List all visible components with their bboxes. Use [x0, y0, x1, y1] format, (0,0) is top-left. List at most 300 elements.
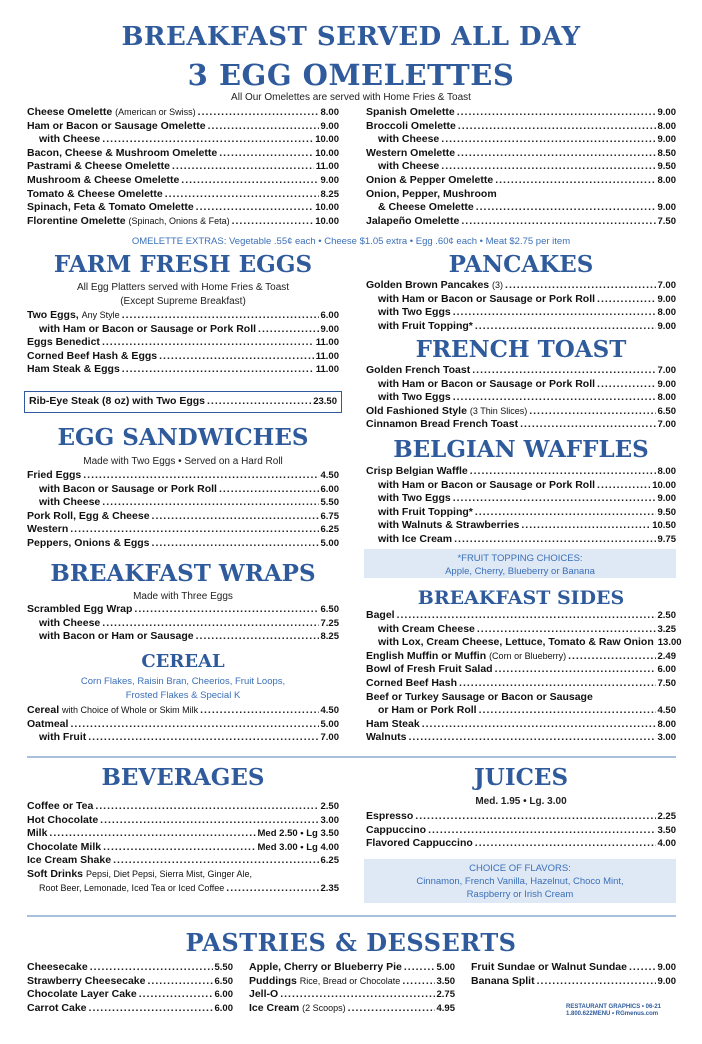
item-price: 4.50: [657, 705, 676, 717]
leader-dots: [520, 418, 655, 432]
item-name-text: Carrot Cake: [27, 1001, 87, 1014]
item-name: [27, 800, 93, 814]
sandwiches-title: EGG SANDWICHES: [57, 424, 309, 451]
menu-item: [366, 718, 676, 732]
menu-item: [366, 279, 676, 293]
item-price: Med 2.50 • Lg 3.50: [257, 828, 339, 840]
publisher-contact: 1.800.622MENU • RGmenus.com: [566, 1011, 659, 1017]
item-name: [27, 814, 98, 828]
item-price: 8.00: [657, 718, 676, 730]
item-name: [27, 630, 194, 644]
item-price: 4.50: [320, 705, 339, 716]
item-name: [366, 133, 439, 147]
publisher-logo: [566, 1004, 676, 1018]
leader-dots: [89, 1002, 213, 1016]
menu-item: [366, 479, 676, 493]
item-price: 10.50: [652, 520, 676, 532]
menu-item: [27, 188, 339, 202]
item-name: [27, 309, 120, 323]
item-name-text: with Cheese: [39, 616, 101, 629]
item-name: [27, 483, 217, 497]
item-note: Pepsi, Diet Pepsi, Sierra Mist, Ginger Ale,: [85, 868, 253, 879]
item-price: 5.00: [320, 718, 339, 730]
item-price: 13.00: [657, 637, 682, 649]
item-price: 8.00: [657, 174, 676, 186]
item-name-text: Corned Beef Hash: [366, 676, 458, 689]
menu-item: [366, 293, 676, 307]
leader-dots: [453, 492, 656, 506]
item-name-text: & Cheese Omelette: [378, 201, 474, 214]
cereal-title: CEREAL: [141, 651, 225, 672]
item-price: 8.00: [657, 307, 676, 319]
item-name: [27, 120, 206, 134]
item-name-text: Scrambled Egg Wrap: [27, 603, 133, 615]
item-price: 4.95: [436, 1002, 455, 1014]
menu-item: [27, 496, 339, 510]
leader-dots: [537, 975, 656, 989]
item-name-text: with Two Eggs: [378, 492, 451, 505]
menu-item: [366, 147, 676, 161]
leader-dots: [453, 306, 656, 320]
item-name: [366, 320, 473, 334]
menu-item: [27, 961, 233, 975]
item-name: [366, 824, 426, 838]
fruit-topping-box: [364, 549, 676, 578]
menu-item: [366, 306, 676, 320]
leader-dots: [441, 133, 655, 147]
leader-dots: [597, 479, 650, 493]
item-name: [249, 1002, 346, 1016]
item-price: Med 3.00 • Lg 4.00: [257, 841, 339, 853]
menu-item: [27, 827, 339, 841]
menu-item: [366, 391, 676, 405]
item-name-text: Ice Cream Shake: [27, 854, 112, 867]
item-name-text: Mushroom & Cheese Omelette: [27, 173, 180, 186]
item-price: 7.00: [657, 280, 676, 291]
item-name-text: with Cheese: [39, 133, 101, 146]
item-name-text: with Lox, Cream Cheese, Lettuce, Tomato & Raw Onion: [378, 636, 654, 649]
item-price: 5.50: [214, 962, 233, 973]
item-price: 9.75: [657, 533, 676, 545]
item-price: 7.00: [320, 732, 339, 744]
menu-title: BREAKFAST SERVED ALL DAY: [121, 22, 581, 52]
menu-item: [27, 483, 339, 497]
leader-dots: [102, 496, 318, 510]
item-price: 9.00: [657, 320, 676, 332]
omelettes-title: 3 EGG OMELETTES: [187, 58, 515, 92]
item-name-text: Oatmeal: [27, 717, 69, 730]
item-name-text: Pork Roll, Egg & Cheese: [27, 509, 150, 522]
menu-item: [366, 677, 676, 691]
leader-dots: [476, 201, 656, 215]
item-name: [366, 810, 413, 824]
item-price: 6.50: [320, 604, 339, 615]
item-name-text: Broccoli Omelette: [366, 119, 456, 132]
item-price: 2.50: [320, 801, 339, 812]
item-name-text: Ham Steak: [366, 717, 420, 730]
item-name: [27, 510, 150, 524]
menu-item: [29, 395, 337, 409]
item-name: [366, 391, 451, 405]
item-name-text: with Bacon or Ham or Sausage: [39, 630, 194, 643]
item-price: 6.50: [657, 405, 676, 417]
farm-eggs-list: [27, 309, 339, 377]
leader-dots: [226, 882, 318, 896]
menu-item: [27, 630, 339, 644]
leader-dots: [165, 188, 319, 202]
menu-item: [366, 120, 676, 134]
leader-dots: [70, 718, 318, 732]
item-price: 9.00: [657, 134, 676, 146]
item-price: 6.75: [320, 510, 339, 522]
featured-item-box: [24, 391, 342, 413]
item-name: [249, 961, 402, 975]
menu-item: [27, 336, 339, 350]
item-name: [366, 636, 654, 650]
item-name-text: Fruit Sundae or Walnut Sundae: [471, 961, 627, 973]
item-price: 7.00: [657, 365, 676, 376]
menu-item: [366, 650, 676, 664]
item-name: [366, 519, 519, 533]
item-price: 11.00: [315, 364, 339, 376]
item-name-text: Bacon, Cheese & Mushroom Omelette: [27, 146, 218, 159]
menu-item: [249, 975, 455, 989]
item-price: 9.00: [657, 378, 676, 390]
pancakes-title: PANCAKES: [448, 251, 594, 278]
item-name: [366, 465, 468, 479]
leader-dots: [103, 841, 255, 855]
menu-item: [27, 988, 233, 1002]
pastries-title: PASTRIES & DESSERTS: [185, 928, 517, 957]
item-name: Rib-Eye Steak (8 oz) with Two Eggs: [29, 395, 205, 407]
item-name-text: Cappuccino: [366, 823, 427, 836]
wraps-subtitle: Made with Three Eggs: [133, 591, 233, 602]
farm-eggs-subtitle: All Egg Platters served with Home Fries & Toast: [76, 282, 290, 293]
menu-item: [27, 215, 339, 229]
item-name-text: Ice Cream: [249, 1001, 300, 1014]
menu-item: [27, 510, 339, 524]
menu-item: [366, 160, 676, 174]
item-name: [249, 975, 400, 989]
item-price: 4.00: [657, 838, 676, 850]
item-price: 6.00: [320, 483, 339, 495]
item-name: [366, 188, 497, 202]
item-name-text: with Cheese: [378, 160, 440, 173]
item-name-text: or Ham or Pork Roll: [378, 704, 477, 717]
leader-dots: [495, 174, 655, 188]
leader-dots: [122, 309, 319, 323]
leader-dots: [102, 133, 313, 147]
item-name-text: Western: [27, 523, 69, 536]
omelettes-subtitle: All Our Omelettes are served with Home Fries & Toast: [231, 92, 471, 103]
item-name: [366, 704, 477, 718]
leader-dots: [408, 731, 655, 745]
item-name: [27, 617, 100, 631]
leader-dots: [172, 160, 314, 174]
menu-item: [27, 882, 339, 896]
item-name: [27, 469, 81, 483]
item-name-text: Cheese Omelette: [27, 106, 113, 118]
section-divider: [27, 915, 676, 917]
item-price: 9.00: [320, 120, 339, 132]
item-note: Any Style: [81, 310, 120, 320]
item-name: [27, 147, 217, 161]
item-name-text: Puddings: [249, 974, 297, 987]
menu-item: [27, 1002, 233, 1016]
item-name: [27, 841, 101, 855]
menu-item: [366, 320, 676, 334]
leader-dots: [200, 704, 318, 718]
item-name: [366, 279, 503, 293]
item-price: 5.50: [320, 497, 339, 509]
menu-item: [27, 323, 339, 337]
item-name-text: Corned Beef Hash & Eggs: [27, 349, 158, 362]
item-price: 9.00: [657, 202, 676, 214]
item-name: [366, 533, 452, 547]
item-name: [366, 378, 595, 392]
menu-item: [27, 469, 339, 483]
item-name: [27, 350, 157, 364]
french-toast-title: FRENCH TOAST: [415, 336, 627, 363]
item-name: [27, 133, 100, 147]
leader-dots: [196, 201, 314, 215]
menu-item: [366, 663, 676, 677]
leader-dots: [70, 523, 318, 537]
menu-item: [27, 537, 339, 551]
leader-dots: [470, 465, 656, 479]
menu-item: [249, 988, 455, 1002]
item-name-text: Spanish Omelette: [366, 106, 455, 118]
menu-item: [27, 868, 339, 882]
item-name: [366, 492, 451, 506]
item-name: [366, 837, 473, 851]
item-price: 8.25: [320, 188, 339, 200]
item-name-text: with Two Eggs: [378, 306, 451, 319]
menu-item: [366, 188, 676, 202]
fruit-topping-title: *FRUIT TOPPING CHOICES:: [457, 553, 583, 564]
item-name: [27, 201, 194, 215]
item-name: [27, 174, 179, 188]
section-divider: [27, 756, 676, 758]
menu-item: [366, 201, 676, 215]
item-name: [249, 988, 278, 1002]
item-note: Rice, Bread or Chocolate: [299, 975, 401, 986]
leader-dots: [457, 147, 655, 161]
leader-dots: [152, 537, 319, 551]
item-name-text: Strawberry Cheesecake: [27, 974, 146, 987]
menu-item: [27, 814, 339, 828]
menu-item: [366, 824, 676, 838]
menu-item: [471, 961, 676, 975]
item-name: [27, 363, 120, 377]
menu-item: [366, 636, 682, 650]
pastries-col-2: [249, 961, 455, 1015]
item-price: 6.00: [657, 664, 676, 676]
leader-dots: [102, 336, 314, 350]
item-price: 6.00: [214, 1002, 233, 1014]
item-name-text: Coffee or Tea: [27, 800, 94, 812]
leader-dots: [95, 800, 318, 814]
item-name-text: Hot Chocolate: [27, 813, 99, 826]
wraps-title: BREAKFAST WRAPS: [50, 560, 316, 587]
item-name: [27, 336, 100, 350]
item-name: [27, 188, 163, 202]
item-price: 8.00: [657, 120, 676, 132]
leader-dots: [402, 975, 434, 989]
beverages-list: [27, 800, 339, 895]
menu-item: [366, 378, 676, 392]
leader-dots: [459, 677, 655, 691]
leader-dots: [198, 106, 319, 120]
leader-dots: [477, 623, 656, 637]
menu-item: [366, 837, 676, 851]
item-name-text: Tomato & Cheese Omelette: [27, 187, 163, 200]
item-price: 9.00: [657, 975, 676, 987]
item-name: [27, 731, 86, 745]
menu-item: [366, 364, 676, 378]
item-price: 9.50: [657, 506, 676, 518]
menu-item: [27, 603, 339, 617]
menu-item: [366, 704, 676, 718]
leader-dots: [122, 363, 314, 377]
item-name-text: with Ham or Bacon or Sausage or Pork Roll: [39, 322, 257, 335]
item-price: 3.00: [320, 814, 339, 826]
item-price: 5.00: [320, 537, 339, 549]
item-name-text: Cinnamon Bread French Toast: [366, 418, 519, 431]
item-name-text: Two Eggs,: [27, 309, 79, 321]
item-price: 6.00: [214, 989, 233, 1001]
item-name: [471, 975, 535, 989]
menu-item: [27, 174, 339, 188]
item-name-text: Chocolate Layer Cake: [27, 988, 137, 1001]
item-price: 3.50: [657, 824, 676, 836]
leader-dots: [441, 160, 655, 174]
item-name: [366, 293, 595, 307]
item-price: 2.49: [657, 650, 676, 662]
leader-dots: [475, 320, 656, 334]
item-price: 10.00: [315, 147, 339, 159]
item-price: 10.00: [652, 479, 676, 491]
menu-item: [27, 854, 339, 868]
item-price: 2.75: [436, 989, 455, 1001]
cereal-line-2: Frosted Flakes & Special K: [125, 690, 241, 701]
leader-dots: [258, 323, 318, 337]
item-name-text: Ham Steak & Eggs: [27, 363, 120, 376]
item-name: [27, 160, 170, 174]
menu-item: [27, 309, 339, 323]
pancakes-list: [366, 279, 676, 333]
item-name-text: Eggs Benedict: [27, 336, 100, 349]
farm-eggs-title: FARM FRESH EGGS: [53, 251, 313, 278]
menu-item: [27, 120, 339, 134]
item-name-text: with Ham or Bacon or Sausage or Pork Roll: [378, 478, 596, 491]
flavors-title: CHOICE OF FLAVORS:: [469, 863, 571, 874]
item-price: 7.25: [320, 617, 339, 629]
beverages-title: BEVERAGES: [101, 764, 265, 791]
leader-dots: [457, 106, 656, 120]
leader-dots: [568, 650, 655, 664]
leader-dots: [49, 827, 255, 841]
menu-item: [366, 609, 676, 623]
item-name-text: Jalapeño Omelette: [366, 214, 460, 227]
item-name: [366, 405, 527, 419]
menu-item: [27, 160, 339, 174]
item-name: [471, 961, 627, 975]
item-name: [27, 1002, 87, 1016]
item-name: [366, 418, 518, 432]
item-name: [27, 868, 252, 882]
item-note: Root Beer, Lemonade, Iced Tea or Iced Coffee: [39, 882, 225, 893]
item-name-text: Jell-O: [249, 988, 279, 1001]
item-name: [366, 106, 455, 120]
item-price: 4.50: [320, 470, 339, 481]
juices-list: [366, 810, 676, 851]
item-name: [366, 677, 457, 691]
item-name: [366, 120, 456, 134]
item-name-text: with Fruit: [39, 731, 87, 744]
menu-item: [366, 133, 676, 147]
item-price: 2.35: [320, 882, 339, 894]
leader-dots: [232, 215, 314, 229]
flavors-line-2: Raspberry or Irish Cream: [466, 889, 574, 900]
item-price: 7.50: [657, 215, 676, 227]
item-name: [27, 827, 47, 841]
item-name-text: Flavored Cappuccino: [366, 837, 473, 850]
item-note: (Corn or Blueberry): [489, 650, 567, 661]
item-price: 9.00: [320, 323, 339, 335]
item-name: [27, 975, 146, 989]
item-name: [27, 106, 196, 120]
leader-dots: [196, 630, 319, 644]
menu-item: [27, 704, 339, 718]
pastries-col-1: [27, 961, 233, 1015]
item-name: [27, 718, 68, 732]
menu-item: [366, 533, 676, 547]
leader-dots: [472, 364, 655, 378]
item-name: [27, 523, 68, 537]
item-price: 7.50: [657, 677, 676, 689]
omelettes-right-list: [366, 106, 676, 228]
item-price: 11.00: [315, 350, 339, 362]
item-name: [366, 691, 593, 705]
item-price: 8.00: [320, 107, 339, 118]
pastries-col-3: [471, 961, 676, 988]
item-name: [27, 323, 256, 337]
menu-item: [27, 975, 233, 989]
leader-dots: [148, 975, 213, 989]
item-name-text: Onion & Pepper Omelette: [366, 173, 494, 186]
leader-dots: [422, 718, 656, 732]
leader-dots: [495, 663, 656, 677]
menu-item: [27, 800, 339, 814]
item-name: [366, 506, 473, 520]
sides-list: [366, 609, 682, 745]
waffles-list: [366, 465, 676, 547]
menu-item: [27, 201, 339, 215]
publisher-brand: RESTAURANT GRAPHICS • 06-21: [566, 1004, 662, 1010]
item-name: [366, 663, 493, 677]
leader-dots: [134, 603, 318, 617]
item-name: [27, 961, 88, 975]
item-name: [366, 623, 475, 637]
item-note: (2 Scoops): [302, 1002, 346, 1013]
menu-item: [366, 810, 676, 824]
item-name-text: Florentine Omelette: [27, 214, 126, 227]
item-name-text: Milk: [27, 827, 48, 840]
menu-item: [249, 1002, 455, 1016]
item-name-text: Golden French Toast: [366, 364, 471, 376]
leader-dots: [404, 961, 435, 975]
